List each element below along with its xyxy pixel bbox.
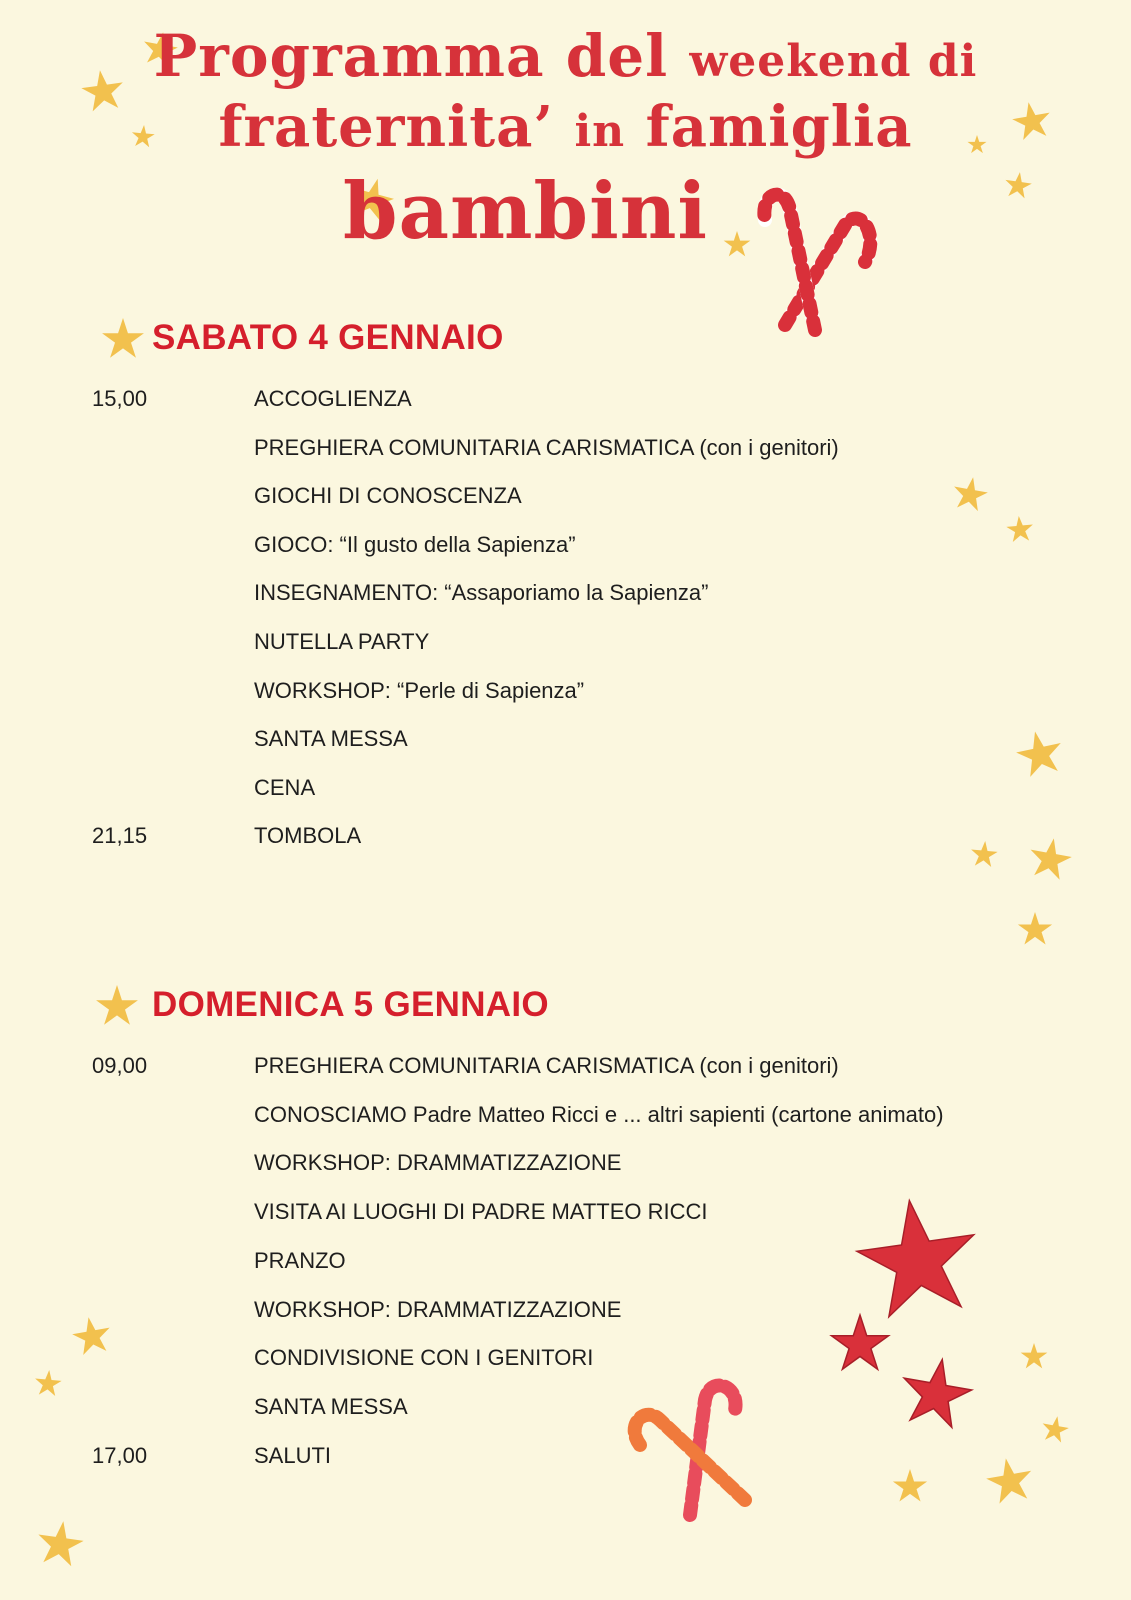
title-part: weekend di	[689, 36, 978, 87]
sunday-heading: DOMENICA 5 GENNAIO	[152, 985, 549, 1024]
schedule-activity: WORKSHOP: DRAMMATIZZAZIONE	[254, 1150, 622, 1176]
schedule-activity: WORKSHOP: “Perle di Sapienza”	[254, 677, 585, 703]
schedule-activity: INSEGNAMENTO: “Assaporiamo la Sapienza”	[254, 580, 709, 606]
schedule-activity: PRANZO	[254, 1247, 346, 1273]
schedule-activity: ACCOGLIENZA	[254, 386, 412, 411]
schedule-time: 17,00	[92, 1442, 148, 1468]
title-part: in	[574, 106, 626, 157]
title-part: fraternita’	[218, 94, 554, 160]
title-line-1	[0, 22, 1131, 90]
schedule-time: 21,15	[92, 823, 148, 849]
red-star-icon	[831, 1315, 888, 1369]
schedule-activity: GIOCHI DI CONOSCENZA	[254, 483, 522, 509]
schedule-activity: SANTA MESSA	[254, 1393, 408, 1419]
star-icon	[951, 474, 990, 512]
schedule-activity: PREGHIERA COMUNITARIA CARISMATICA (con i genitori)	[254, 434, 839, 460]
title-part: famiglia	[645, 94, 913, 160]
saturday-heading: SABATO 4 GENNAIO	[152, 318, 504, 357]
star-icon	[893, 1469, 927, 1502]
schedule-time: 15,00	[92, 386, 148, 411]
star-icon	[96, 985, 138, 1025]
star-icon	[1021, 1343, 1048, 1368]
red-star-icon	[897, 1354, 976, 1430]
star-icon	[70, 1314, 114, 1356]
star-icon	[983, 1454, 1035, 1505]
schedule-activity: SANTA MESSA	[254, 726, 408, 752]
title-part: Programma del	[153, 22, 669, 90]
star-icon	[1018, 912, 1052, 945]
star-icon	[35, 1518, 86, 1567]
red-star-icon	[851, 1192, 983, 1319]
schedule-activity: CONOSCIAMO Padre Matteo Ricci e ... altri sapienti (cartone animato)	[254, 1101, 944, 1127]
schedule-activity: SALUTI	[254, 1442, 332, 1468]
schedule-time: 09,00	[92, 1053, 148, 1078]
schedule-activity: CENA	[254, 774, 316, 800]
star-icon	[1013, 727, 1067, 779]
title-bambini: bambini	[342, 166, 709, 257]
star-icon	[34, 1369, 63, 1397]
schedule-activity: CONDIVISIONE CON I GENITORI	[254, 1345, 594, 1371]
schedule-activity: TOMBOLA	[254, 823, 362, 849]
schedule-activity: VISITA AI LUOGHI DI PADRE MATTEO RICCI	[254, 1199, 708, 1225]
schedule-activity: PREGHIERA COMUNITARIA CARISMATICA (con i genitori)	[254, 1053, 839, 1078]
star-icon	[970, 840, 999, 868]
star-icon	[1040, 1414, 1071, 1444]
title-line-2	[0, 94, 1131, 160]
star-icon	[1006, 515, 1035, 543]
star-icon	[1026, 835, 1074, 881]
star-icon	[102, 318, 144, 358]
schedule-activity: NUTELLA PARTY	[254, 629, 430, 654]
schedule-activity: GIOCO: “Il gusto della Sapienza”	[254, 531, 576, 557]
candy-cane-icon	[635, 1386, 745, 1515]
schedule-activity: WORKSHOP: DRAMMATIZZAZIONE	[254, 1296, 622, 1322]
